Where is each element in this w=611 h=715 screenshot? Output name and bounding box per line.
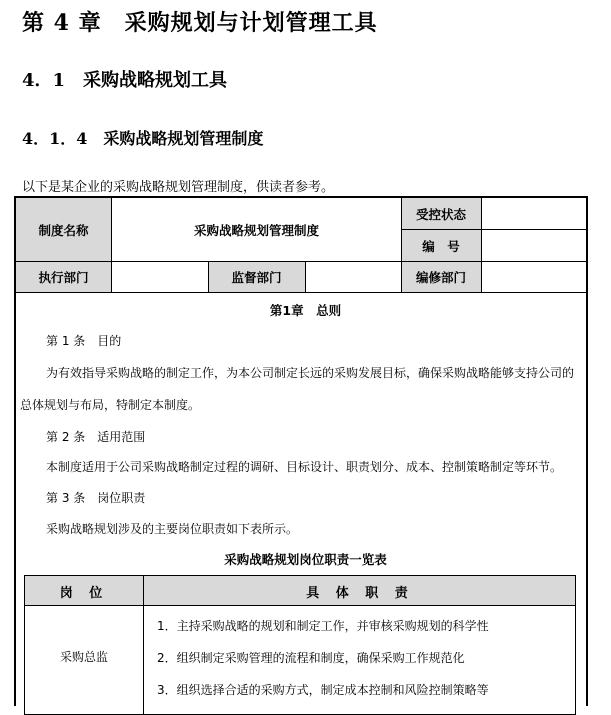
subsection-heading: 4．1．4 采购战略规划管理制度 bbox=[22, 129, 264, 148]
article-1-line-1: 为有效指导采购战略的制定工作，为本公司制定长远的采购发展目标，确保采购战略能够支持公司的 bbox=[46, 366, 575, 380]
revise-dept-label: 编修部门 bbox=[415, 270, 466, 285]
control-status-label: 受控状态 bbox=[415, 206, 466, 222]
article-1-title: 第 1 条 目的 bbox=[46, 334, 122, 348]
col-header-post: 岗 位 bbox=[59, 585, 109, 601]
article-3-title: 第 3 条 岗位职责 bbox=[46, 491, 146, 505]
chapter-title: 第1章 总则 bbox=[269, 303, 342, 318]
article-3-text: 采购战略规划涉及的主要岗位职责如下表所示。 bbox=[46, 522, 299, 536]
duty-table bbox=[24, 575, 576, 715]
duty-item: 1．主持采购战略的规划和制定工作，并审核采购规划的科学性 bbox=[157, 619, 489, 633]
system-name-value: 采购战略规划管理制度 bbox=[193, 222, 319, 238]
row-divider bbox=[14, 292, 588, 293]
intro-text: 以下是某企业的采购战略规划管理制度，供读者参考。 bbox=[22, 180, 335, 195]
supervise-dept-label: 监督部门 bbox=[231, 270, 282, 285]
article-2-title: 第 2 条 适用范围 bbox=[46, 430, 146, 444]
section-heading: 4．1 采购战略规划工具 bbox=[22, 70, 228, 91]
duty-table-title: 采购战略规划岗位职责一览表 bbox=[224, 552, 387, 567]
duty-item: 3．组织选择合适的采购方式，制定成本控制和风险控制策略等 bbox=[157, 683, 489, 697]
article-2-text: 本制度适用于公司采购战略制定过程的调研、目标设计、职责划分、成本、控制策略制定等环节。 bbox=[46, 460, 563, 474]
col-divider bbox=[305, 262, 306, 292]
exec-dept-label: 执行部门 bbox=[38, 270, 89, 285]
system-name-label: 制度名称 bbox=[38, 222, 89, 238]
article-1-line-2: 总体规划与布局，特制定本制度。 bbox=[20, 398, 201, 412]
chapter-heading: 第 4 章 采购规划与计划管理工具 bbox=[22, 10, 378, 36]
col-divider bbox=[481, 198, 482, 292]
duty-item: 2．组织制定采购管理的流程和制度，确保采购工作规范化 bbox=[157, 651, 465, 665]
number-label: 编 号 bbox=[422, 238, 460, 254]
col-header-duties: 具 体 职 责 bbox=[306, 585, 414, 601]
post-name: 采购总监 bbox=[59, 650, 108, 664]
